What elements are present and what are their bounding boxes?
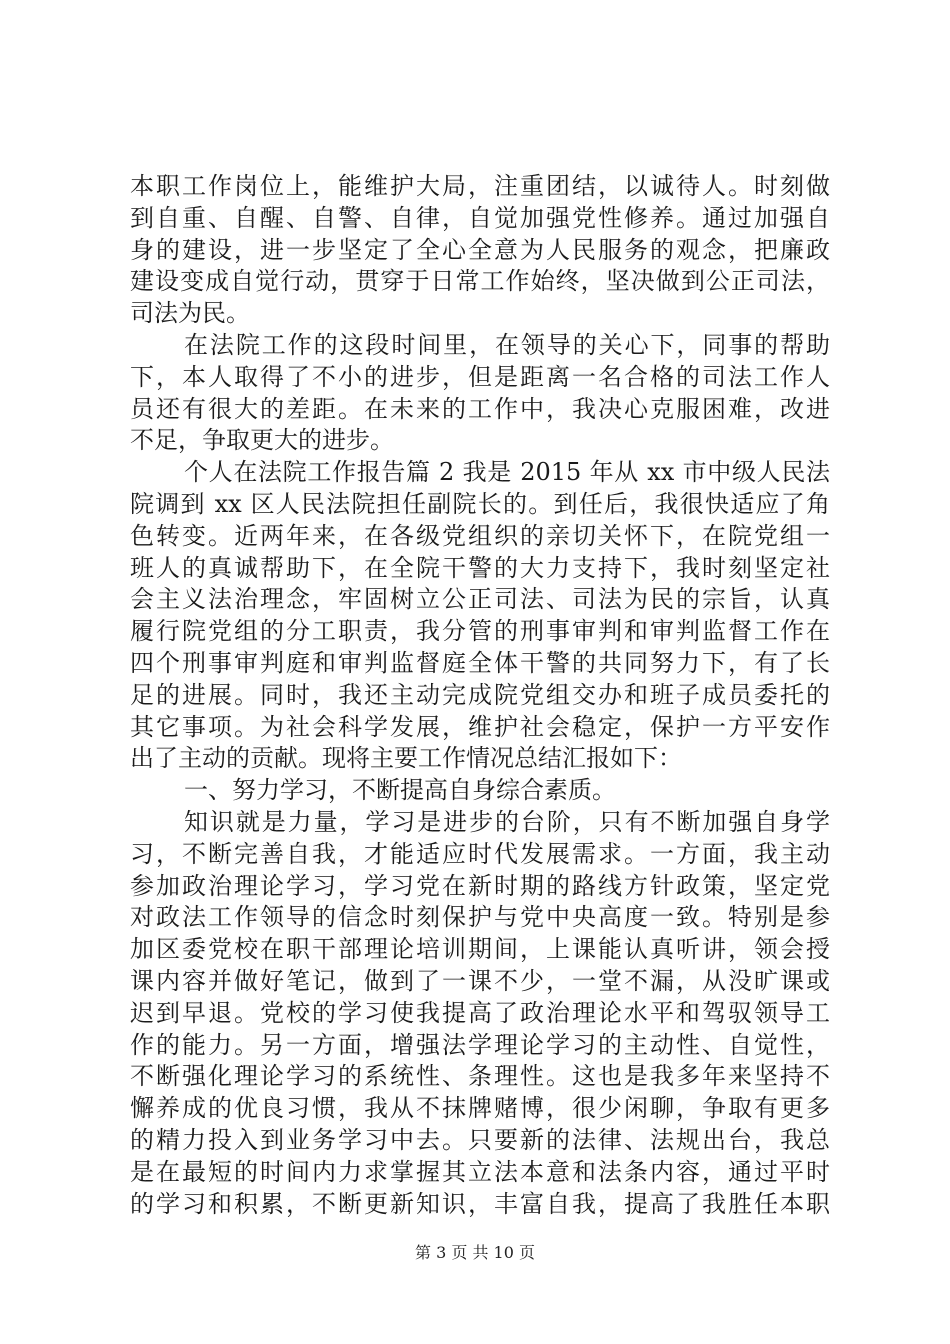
page-footer: 第 3 页 共 10 页 (415, 1243, 535, 1262)
text-line: 加区委党校在职干部理论培训期间，上课能认真听讲，领会授 (130, 935, 830, 964)
document-body (130, 171, 830, 1220)
text-line: 一、努力学习，不断提高自身综合素质。 (184, 776, 616, 805)
text-line: 班人的真诚帮助下，在全院干警的大力支持下，我时刻坚定社 (130, 553, 830, 582)
text-line: 的学习和积累，不断更新知识，丰富自我，提高了我胜任本职 (130, 1189, 830, 1218)
text-line: 本职工作岗位上，能维护大局，注重团结，以诚待人。时刻做 (130, 172, 830, 200)
text-line: 足的进展。同时，我还主动完成院党组交办和班子成员委托的 (130, 680, 830, 709)
text-line: 其它事项。为社会科学发展，维护社会稳定，保护一方平安作 (130, 712, 830, 741)
text-line: 参加政治理论学习，学习党在新时期的路线方针政策，坚定党 (130, 871, 830, 900)
text-line: 会主义法治理念，牢固树立公正司法、司法为民的宗旨，认真 (130, 585, 830, 614)
text-line: 出了主动的贡献。现将主要工作情况总结汇报如下： (130, 744, 682, 773)
text-line: 作的能力。另一方面，增强法学理论学习的主动性、自觉性， (130, 1030, 830, 1059)
text-line: 四个刑事审判庭和审判监督庭全体干警的共同努力下，有了长 (130, 648, 830, 677)
text-line: 员还有很大的差距。在未来的工作中，我决心克服困难，改进 (130, 394, 830, 423)
text-line: 不足，争取更大的进步。 (130, 426, 394, 455)
text-line: 下，本人取得了不小的进步，但是距离一名合格的司法工作人 (130, 362, 830, 391)
text-line: 院调到 xx 区人民法院担任副院长的。到任后，我很快适应了角 (130, 489, 830, 518)
text-line: 个人在法院工作报告篇 2 我是 2015 年从 xx 市中级人民法 (184, 458, 830, 487)
text-line: 不断强化理论学习的系统性、条理性。这也是我多年来坚持不 (130, 1062, 830, 1091)
text-line: 是在最短的时间内力求掌握其立法本意和法条内容，通过平时 (130, 1157, 830, 1186)
text-line: 身的建设，进一步坚定了全心全意为人民服务的观念，把廉政 (130, 235, 830, 264)
text-line: 对政法工作领导的信念时刻保护与党中央高度一致。特别是参 (130, 903, 830, 932)
text-line: 到自重、自醒、自警、自律，自觉加强党性修养。通过加强自 (130, 203, 830, 232)
text-line: 建设变成自觉行动，贯穿于日常工作始终，坚决做到公正司法， (130, 267, 830, 296)
text-line: 的精力投入到业务学习中去。只要新的法律、法规出台，我总 (130, 1125, 830, 1154)
text-line: 迟到早退。党校的学习使我提高了政治理论水平和驾驭领导工 (130, 998, 830, 1027)
text-line: 课内容并做好笔记，做到了一课不少，一堂不漏，从没旷课或 (130, 966, 830, 995)
text-line: 知识就是力量，学习是进步的台阶，只有不断加强自身学 (184, 807, 830, 836)
text-line: 色转变。近两年来，在各级党组织的亲切关怀下，在院党组一 (130, 521, 830, 550)
text-line: 司法为民。 (130, 299, 250, 328)
text-line: 习，不断完善自我，才能适应时代发展需求。一方面，我主动 (130, 839, 830, 868)
text-line: 在法院工作的这段时间里，在领导的关心下，同事的帮助 (184, 330, 830, 359)
text-line: 懈养成的优良习惯，我从不抹牌赌博，很少闲聊，争取有更多 (130, 1094, 830, 1123)
text-line: 履行院党组的分工职责，我分管的刑事审判和审判监督工作在 (130, 617, 830, 646)
